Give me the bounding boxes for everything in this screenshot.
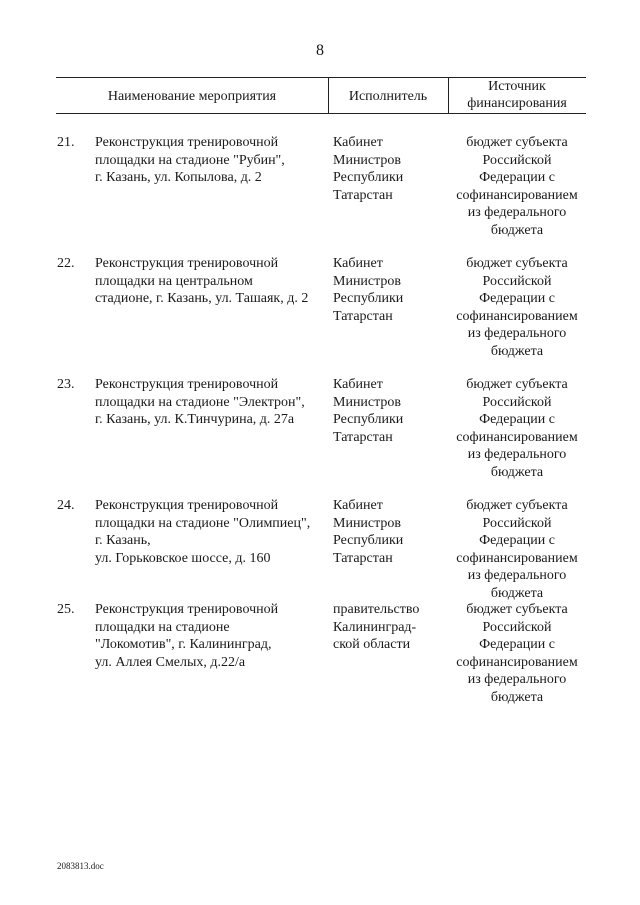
row-executor-line: Калининград-	[333, 619, 417, 635]
row-name-line: "Локомотив", г. Калининград,	[95, 637, 272, 652]
row-name-line: г. Казань, ул. К.Тинчурина, д. 27а	[95, 412, 295, 427]
row-name-line: площадки на центральном	[95, 273, 253, 289]
row-source-line: из федерального	[467, 672, 567, 687]
row-name-line: Реконструкция тренировочной	[95, 498, 279, 513]
row-name-line: Реконструкция тренировочной	[95, 135, 279, 150]
row-executor-line: ской области	[333, 637, 411, 652]
row-name	[95, 601, 335, 671]
row-source-line: Федерации с	[479, 412, 555, 427]
row-name	[95, 255, 335, 308]
row-number: 23.	[57, 377, 75, 392]
row-executor-line: Министров	[333, 273, 402, 289]
row-source-line: софинансированием	[456, 550, 578, 566]
row-executor-line: правительство	[333, 602, 420, 617]
row-number: 21.	[57, 135, 75, 150]
row-name-line: Реконструкция тренировочной	[95, 377, 279, 392]
row-source-line: бюджет субъекта	[466, 256, 568, 271]
row-executor-line: Республики	[333, 412, 404, 427]
column-header-source	[448, 78, 586, 112]
row-name-line: Реконструкция тренировочной	[95, 256, 279, 271]
row-source-line: бюджета	[490, 343, 544, 359]
row-name-line: стадионе, г. Казань, ул. Ташаяк, д. 2	[95, 291, 309, 306]
document-filename: 2083813.doc	[57, 861, 104, 871]
row-source-line: из федерального	[467, 205, 567, 220]
row-source-line: софинансированием	[456, 308, 578, 324]
row-name	[95, 497, 335, 567]
row-source-line: Российской	[482, 152, 552, 168]
row-executor-line: Татарстан	[333, 550, 393, 566]
row-executor-line: Республики	[333, 291, 404, 306]
row-executor-line: Татарстан	[333, 308, 393, 324]
row-source-line: бюджета	[490, 585, 544, 601]
column-header-name: Наименование мероприятия	[107, 89, 277, 104]
row-executor-line: Министров	[333, 515, 402, 531]
row-executor	[333, 376, 448, 446]
row-name-line: ул. Горьковское шоссе, д. 160	[95, 550, 271, 566]
row-name	[95, 376, 335, 429]
row-source-line: Российской	[482, 515, 552, 531]
row-name-line: Реконструкция тренировочной	[95, 602, 279, 617]
row-executor-line: Министров	[333, 394, 402, 410]
row-source-line: Федерации с	[479, 170, 555, 185]
column-header-source-line: финансирования	[467, 96, 567, 111]
row-executor	[333, 601, 448, 654]
table-header-bottom-rule	[56, 113, 586, 114]
row-source-line: Федерации с	[479, 533, 555, 548]
column-header-executor: Исполнитель	[348, 89, 428, 104]
row-source-line: бюджет субъекта	[466, 377, 568, 392]
row-source-line: из федерального	[467, 568, 567, 583]
row-source	[448, 376, 586, 481]
row-source-line: бюджета	[490, 222, 544, 238]
row-source-line: софинансированием	[456, 187, 578, 203]
row-name	[95, 134, 335, 187]
row-source	[448, 255, 586, 360]
row-source-line: из федерального	[467, 326, 567, 341]
row-source	[448, 497, 586, 602]
row-source-line: бюджет субъекта	[466, 498, 568, 513]
row-source	[448, 601, 586, 706]
row-executor	[333, 497, 448, 567]
row-executor-line: Кабинет	[333, 135, 383, 150]
row-executor-line: Министров	[333, 152, 402, 168]
row-executor-line: Республики	[333, 170, 404, 185]
row-name-line: площадки на стадионе	[95, 619, 230, 635]
row-executor-line: Татарстан	[333, 429, 393, 445]
row-name-line: площадки на стадионе "Рубин",	[95, 152, 285, 168]
row-executor	[333, 134, 448, 204]
row-source-line: Федерации с	[479, 291, 555, 306]
row-name-line: площадки на стадионе "Олимпиец",	[95, 515, 311, 531]
row-executor-line: Кабинет	[333, 498, 383, 513]
row-name-line: г. Казань, ул. Копылова, д. 2	[95, 170, 262, 185]
row-source	[448, 134, 586, 239]
row-source-line: софинансированием	[456, 429, 578, 445]
row-executor-line: Кабинет	[333, 256, 383, 271]
row-source-line: бюджета	[490, 464, 544, 480]
row-source-line: Российской	[482, 394, 552, 410]
row-source-line: софинансированием	[456, 654, 578, 670]
row-executor-line: Республики	[333, 533, 404, 548]
page-number: 8	[316, 42, 324, 59]
row-number: 25.	[57, 602, 75, 617]
row-name-line: площадки на стадионе "Электрон",	[95, 394, 305, 410]
row-name-line: ул. Аллея Смелых, д.22/а	[95, 654, 246, 670]
row-source-line: Российской	[482, 619, 552, 635]
row-number: 24.	[57, 498, 75, 513]
row-source-line: Федерации с	[479, 637, 555, 652]
row-executor	[333, 255, 448, 325]
row-executor-line: Татарстан	[333, 187, 393, 203]
row-source-line: из федерального	[467, 447, 567, 462]
row-source-line: бюджета	[490, 689, 544, 705]
row-executor-line: Кабинет	[333, 377, 383, 392]
column-header-source-line: Источник	[488, 79, 546, 94]
row-source-line: Российской	[482, 273, 552, 289]
row-source-line: бюджет субъекта	[466, 602, 568, 617]
row-number: 22.	[57, 256, 75, 271]
row-name-line: г. Казань,	[95, 533, 151, 548]
row-source-line: бюджет субъекта	[466, 135, 568, 150]
